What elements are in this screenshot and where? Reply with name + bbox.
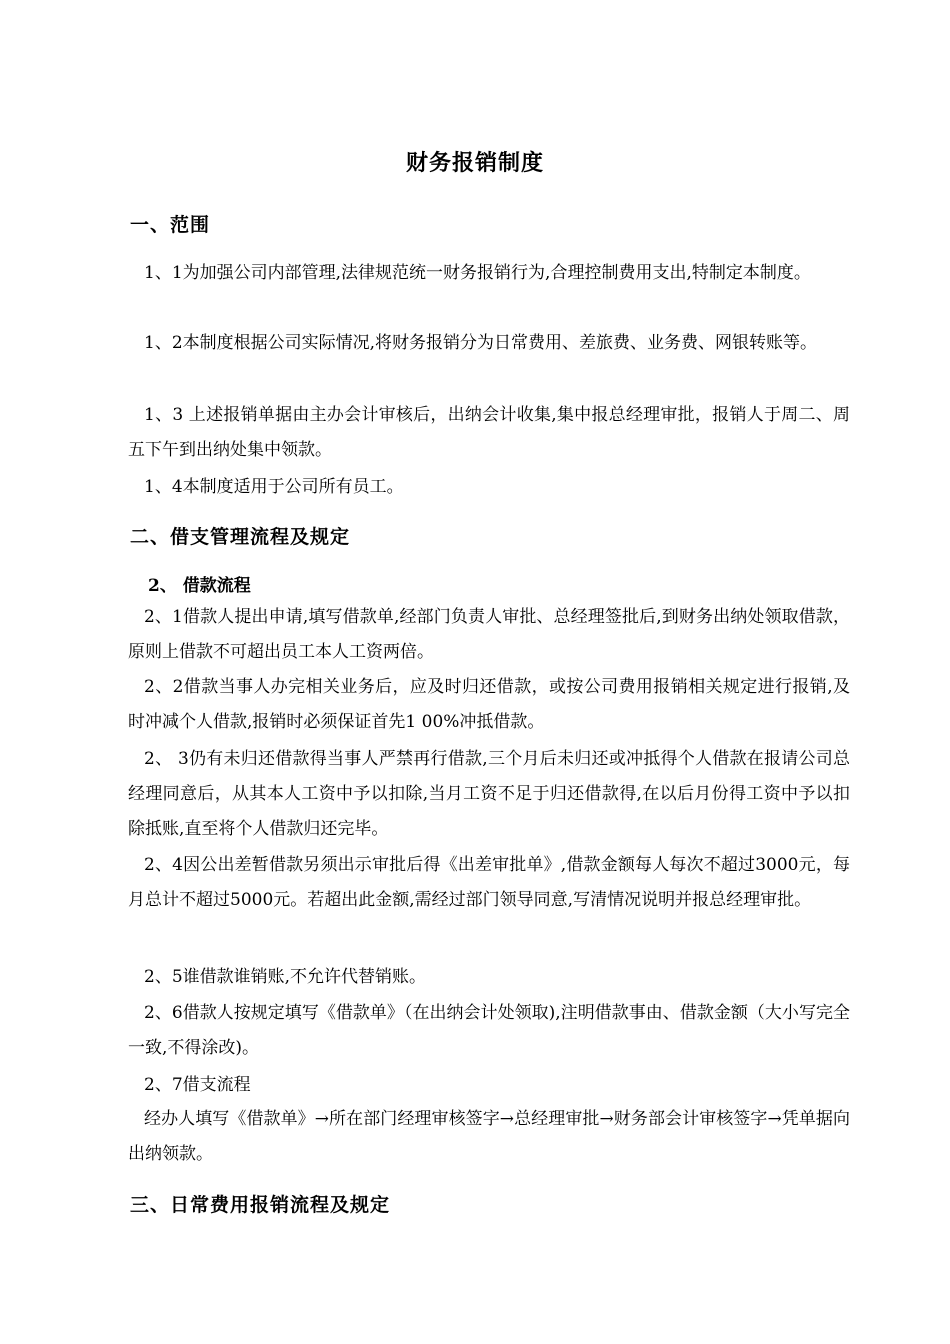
paragraph-borrow-flow: 经办人填写《借款单》→所在部门经理审核签字→总经理审批→财务部会计审核签字→凭单据向出纳领款。 (128, 1109, 850, 1164)
section-heading-daily-expense: 三、日常费用报销流程及规定 (130, 1194, 391, 1216)
paragraph-2-1: 2、1借款人提出申请,填写借款单,经部门负责人审批、总经理签批后,到财务出纳处领取借款，原则上借款不可超出员工本人工资两倍。 (128, 607, 850, 662)
paragraph-1-3: 1、3 上述报销单据由主办会计审核后，出纳会计收集,集中报总经理审批，报销人于周二、周五下午到出纳处集中领款。 (128, 405, 850, 460)
paragraph-1-2: 1、2本制度根据公司实际情况,将财务报销分为日常费用、差旅费、业务费、网银转账等。 (144, 333, 818, 353)
paragraph-2-6: 2、6借款人按规定填写《借款单》（在出纳会计处领取),注明借款事由、借款金额（大小写完全一致,不得涂改)。 (128, 1003, 850, 1058)
subheading-borrow-process: 2、 借款流程 (148, 576, 251, 596)
document-title: 财务报销制度 (405, 150, 544, 176)
section-heading-scope: 一、范围 (130, 214, 211, 236)
paragraph-2-4: 2、4因公出差暂借款另须出示审批后得《出差审批单》,借款金额每人每次不超过3000元，每月总计不超过5000元。若超出此金额,需经过部门领导同意,写清情况说明并报总经理审批。 (128, 855, 850, 910)
paragraph-1-1: 1、1为加强公司内部管理,法律规范统一财务报销行为,合理控制费用支出,特制定本制度。 (144, 263, 811, 283)
paragraph-1-4: 1、4本制度适用于公司所有员工。 (144, 477, 404, 497)
paragraph-2-5: 2、5谁借款谁销账,不允许代替销账。 (144, 967, 427, 987)
section-heading-borrowing: 二、借支管理流程及规定 (130, 526, 351, 548)
paragraph-2-7: 2、7借支流程 (144, 1075, 251, 1095)
paragraph-2-2: 2、2借款当事人办完相关业务后，应及时归还借款，或按公司费用报销相关规定进行报销,及时冲减个人借款,报销时必须保证首先1 00%冲抵借款。 (128, 677, 850, 732)
paragraph-2-3: 2、 3仍有未归还借款得当事人严禁再行借款,三个月后未归还或冲抵得个人借款在报请公司总经理同意后，从其本人工资中予以扣除,当月工资不足于归还借款得,在以后月份得工资中予以扣除抵账,直至将个人借款归还完毕。 (128, 749, 850, 839)
